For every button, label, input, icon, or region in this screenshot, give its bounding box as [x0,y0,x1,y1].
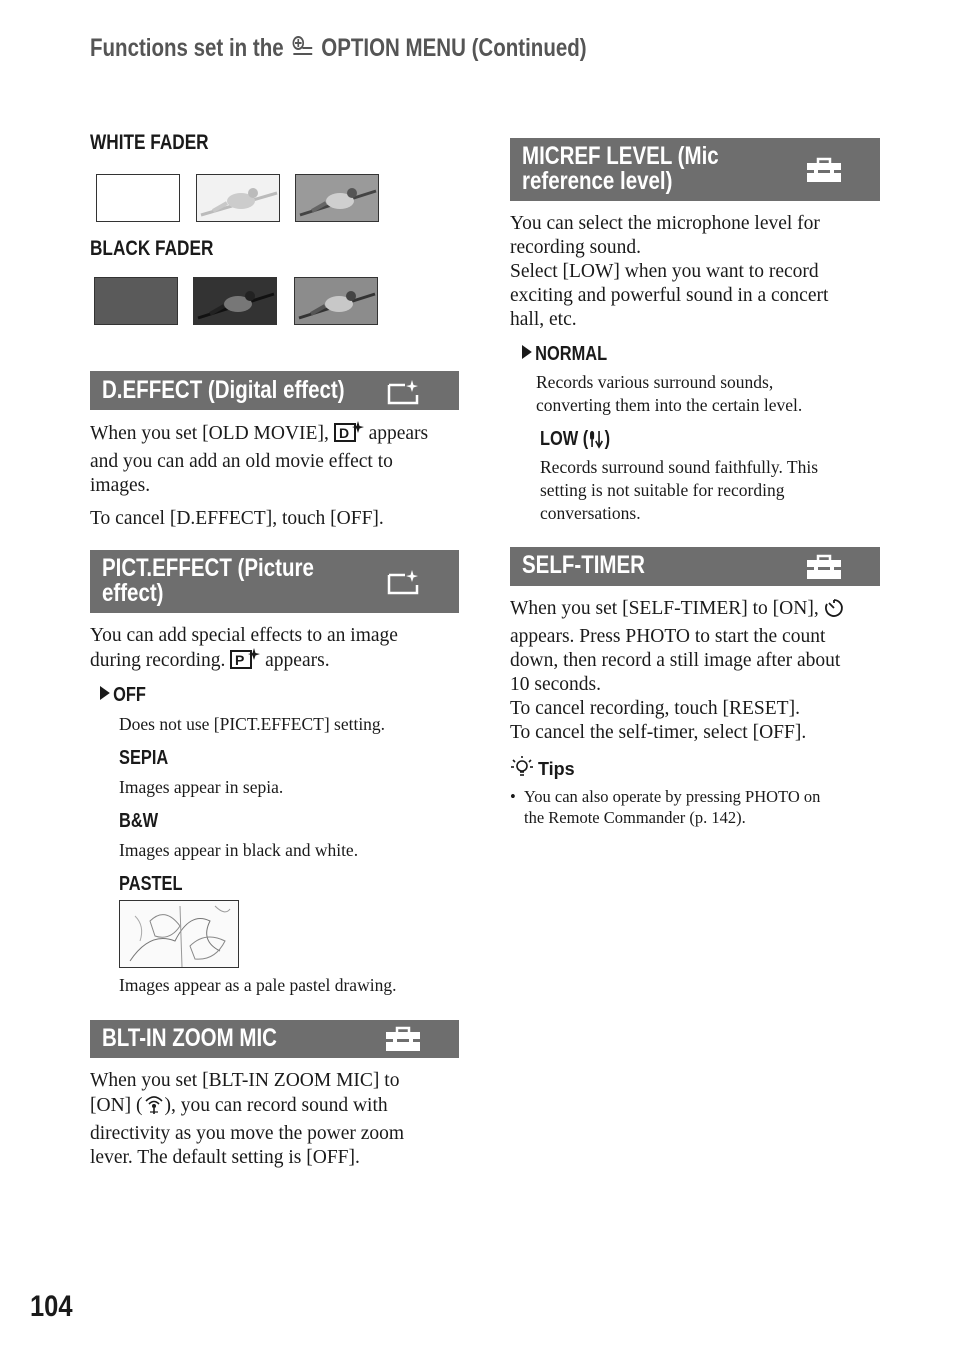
pict-effect-line2-post: appears. [265,650,330,671]
zoom-mic-line4: lever. The default setting is [OFF]. [90,1147,360,1168]
picture-effect-indicator-icon [230,648,260,677]
zoom-mic-description [90,1069,470,1170]
tip-bullet: • [510,787,516,806]
pict-effect-title-line1: PICT.EFFECT (Picture [102,554,314,582]
d-effect-line2: and you can add an old movie effect to [90,451,393,472]
self-timer-section-header [510,547,880,586]
white-fader-image-2 [196,174,280,222]
option-sepia-desc: Images appear in sepia. [119,777,284,797]
black-fader-image-2 [193,277,277,325]
micref-line-1: You can select the microphone level for [510,213,820,234]
white-fader-heading: WHITE FADER [90,131,209,154]
micref-title-line2: reference level) [522,167,673,195]
tip-text: You can also operate by pressing PHOTO on the Remote Commander (p. 142). [524,787,821,827]
micref-title-line1: MICREF LEVEL (Mic [522,142,719,170]
self-timer-line1-pre: When you set [SELF-TIMER] to [ON], [510,598,819,619]
d-effect-line1-pre: When you set [OLD MOVIE], [90,423,329,444]
page-title-post: OPTION MENU (Continued) [321,34,587,63]
micref-section-header [510,138,880,201]
zoom-mic-indicator-icon [143,1093,165,1122]
default-marker-icon [522,345,532,359]
white-fader-image-1 [96,174,180,222]
self-timer-line-3: down, then record a still image after about [510,650,841,671]
zoom-mic-line2-pre: [ON] ( [90,1095,143,1116]
option-menu-icon [291,34,314,65]
zoom-mic-line1: When you set [BLT-IN ZOOM MIC] to [90,1070,400,1091]
option-off-desc: Does not use [PICT.EFFECT] setting. [119,714,386,734]
pict-effect-line2-pre: during recording. [90,650,226,671]
micref-line-4: exciting and powerful sound in a concert [510,285,829,306]
toolbox-tab-icon [385,1026,421,1057]
option-sepia-label: SEPIA [119,747,169,769]
pict-effect-description [90,624,470,677]
d-effect-title: D.EFFECT (Digital effect) [102,376,345,404]
option-bw-label: B&W [119,810,159,832]
black-fader-heading: BLACK FADER [90,237,214,260]
d-effect-line3: images. [90,475,151,496]
d-effect-description [90,421,470,531]
black-fader-image-1 [94,277,178,325]
default-marker-icon [100,686,110,700]
micref-description [510,212,890,332]
micref-line-5: hall, etc. [510,309,577,330]
page-number: 104 [30,1290,73,1323]
self-timer-indicator-icon [824,598,844,625]
toolbox-tab-icon [806,554,842,585]
lightbulb-icon [510,755,534,784]
option-bw-desc: Images appear in black and white. [119,840,359,860]
pict-effect-line1: You can add special effects to an image [90,625,398,646]
zoom-mic-section-header [90,1020,459,1058]
camera-effect-tab-icon [387,569,421,600]
option-pastel-desc: Images appear as a pale pastel drawing. [119,975,397,995]
camera-effect-tab-icon [387,379,421,410]
self-timer-title: SELF-TIMER [522,551,645,579]
tip-item [510,786,516,807]
option-pastel-label: PASTEL [119,873,183,895]
toolbox-tab-icon [806,157,842,188]
zoom-mic-line3: directivity as you move the power zoom [90,1123,405,1144]
self-timer-line-6: To cancel the self-timer, select [OFF]. [510,722,807,743]
self-timer-line-2: appears. Press PHOTO to start the count [510,626,826,647]
white-fader-image-3 [295,174,379,222]
d-effect-cancel: To cancel [D.EFFECT], touch [OFF]. [90,508,384,529]
pict-effect-section-header [90,550,459,613]
svg-text:P: P [235,652,245,668]
micref-line-3: Select [LOW] when you want to record [510,261,819,282]
old-movie-indicator-icon [334,421,364,450]
option-normal-desc-2: converting them into the certain level. [536,395,803,415]
tips-heading [510,755,575,784]
micref-line-2: recording sound. [510,237,642,258]
tips-label: Tips [538,759,575,779]
d-effect-line1-post: appears [368,423,429,444]
option-off-label: OFF [100,684,146,707]
pastel-sample-image [119,900,239,968]
zoom-mic-line2-post: ), you can record sound with [164,1095,388,1116]
self-timer-description [510,597,890,745]
zoom-mic-title: BLT-IN ZOOM MIC [102,1024,277,1052]
option-low-desc: Records surround sound faithfully. This setting is not suitable for recording conversations. [540,457,819,523]
mic-low-icon [588,429,604,455]
black-fader-image-3 [294,277,378,325]
svg-text:D: D [338,425,349,441]
self-timer-line-4: 10 seconds. [510,674,601,695]
page-title-pre: Functions set in the [90,34,284,63]
self-timer-line-5: To cancel recording, touch [RESET]. [510,698,800,719]
d-effect-section-header [90,371,459,410]
page-title [90,34,587,65]
option-normal-desc-1: Records various surround sounds, [536,372,774,392]
pict-effect-title-line2: effect) [102,579,164,607]
option-low-label: LOW ( ) [540,428,610,455]
option-normal-label: NORMAL [522,343,607,366]
